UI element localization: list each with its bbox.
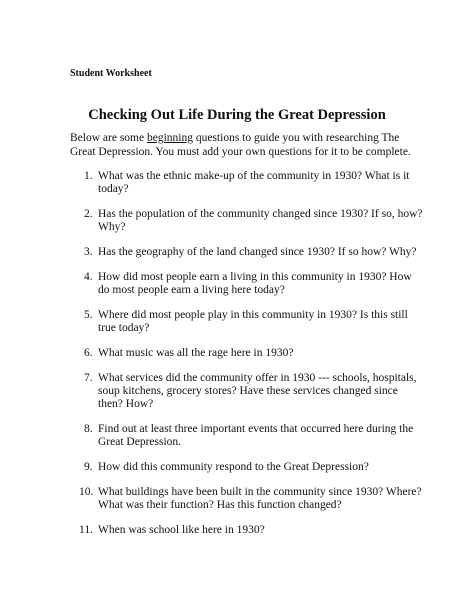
question-line: Has the population of the community changed since 1930? If so, how? — [98, 208, 423, 220]
intro-paragraph — [70, 131, 430, 159]
question-item — [84, 461, 434, 474]
question-line: How did most people earn a living in this community in 1930? How — [98, 271, 412, 283]
question-line: What music was all the rage here in 1930? — [98, 347, 294, 359]
question-text — [98, 170, 434, 196]
worksheet-title: Checking Out Life During the Great Depression — [88, 107, 386, 123]
intro-text-before: Below are some — [70, 132, 147, 144]
question-text — [98, 486, 434, 512]
question-text — [98, 372, 434, 411]
question-item — [84, 423, 434, 449]
question-text — [98, 271, 434, 297]
worksheet-header-label: Student Worksheet — [70, 68, 152, 79]
question-line: Find out at least three important events that occurred here during the — [98, 423, 414, 435]
question-item — [84, 271, 434, 297]
question-number: 9. — [84, 461, 93, 473]
question-number: 2. — [84, 208, 93, 220]
question-number: 6. — [84, 347, 93, 359]
question-number: 7. — [84, 372, 93, 384]
question-line: Where did most people play in this community in 1930? Is this still — [98, 309, 408, 321]
question-line: When was school like here in 1930? — [98, 524, 265, 536]
question-item — [79, 524, 434, 537]
question-item — [84, 309, 434, 335]
question-list — [79, 170, 434, 549]
question-line: How did this community respond to the Great Depression? — [98, 461, 369, 473]
question-text — [98, 347, 434, 360]
question-line: Has the geography of the land changed since 1930? If so how? Why? — [98, 246, 417, 258]
question-line: Why? — [98, 221, 126, 233]
question-text — [98, 524, 434, 537]
question-number: 4. — [84, 271, 93, 283]
question-item — [79, 486, 434, 512]
question-text — [98, 461, 434, 474]
question-line: What was the ethnic make-up of the community in 1930? What is it — [98, 170, 410, 182]
question-number: 3. — [84, 246, 93, 258]
intro-underlined-word: beginning — [146, 132, 193, 144]
question-number: 11. — [79, 524, 93, 536]
question-line: What buildings have been built in the community since 1930? Where? — [98, 486, 422, 498]
question-text — [98, 423, 434, 449]
question-line: What services did the community offer in 1930 --- schools, hospitals, — [98, 372, 417, 384]
intro-text-after: questions to guide you with researching The — [192, 132, 400, 144]
question-number: 1. — [84, 170, 93, 182]
question-line: today? — [98, 183, 129, 195]
question-number: 5. — [84, 309, 93, 321]
question-text — [98, 309, 434, 335]
intro-text-line2: Great Depression. You must add your own questions for it to be complete. — [70, 146, 411, 158]
question-item — [84, 208, 434, 234]
question-line: What was their function? Has this function changed? — [98, 499, 342, 511]
question-item — [84, 372, 434, 411]
question-text — [98, 208, 434, 234]
question-number: 8. — [84, 423, 93, 435]
question-text — [98, 246, 434, 259]
question-line: Great Depression. — [98, 436, 182, 448]
question-item — [84, 170, 434, 196]
question-item — [84, 246, 434, 259]
question-line: soup kitchens, grocery stores? Have these services changed since — [98, 385, 398, 397]
question-line: then? How? — [98, 398, 154, 410]
question-number: 10. — [79, 486, 94, 498]
question-line: do most people earn a living here today? — [98, 284, 285, 296]
question-item — [84, 347, 434, 360]
question-line: true today? — [98, 322, 150, 334]
